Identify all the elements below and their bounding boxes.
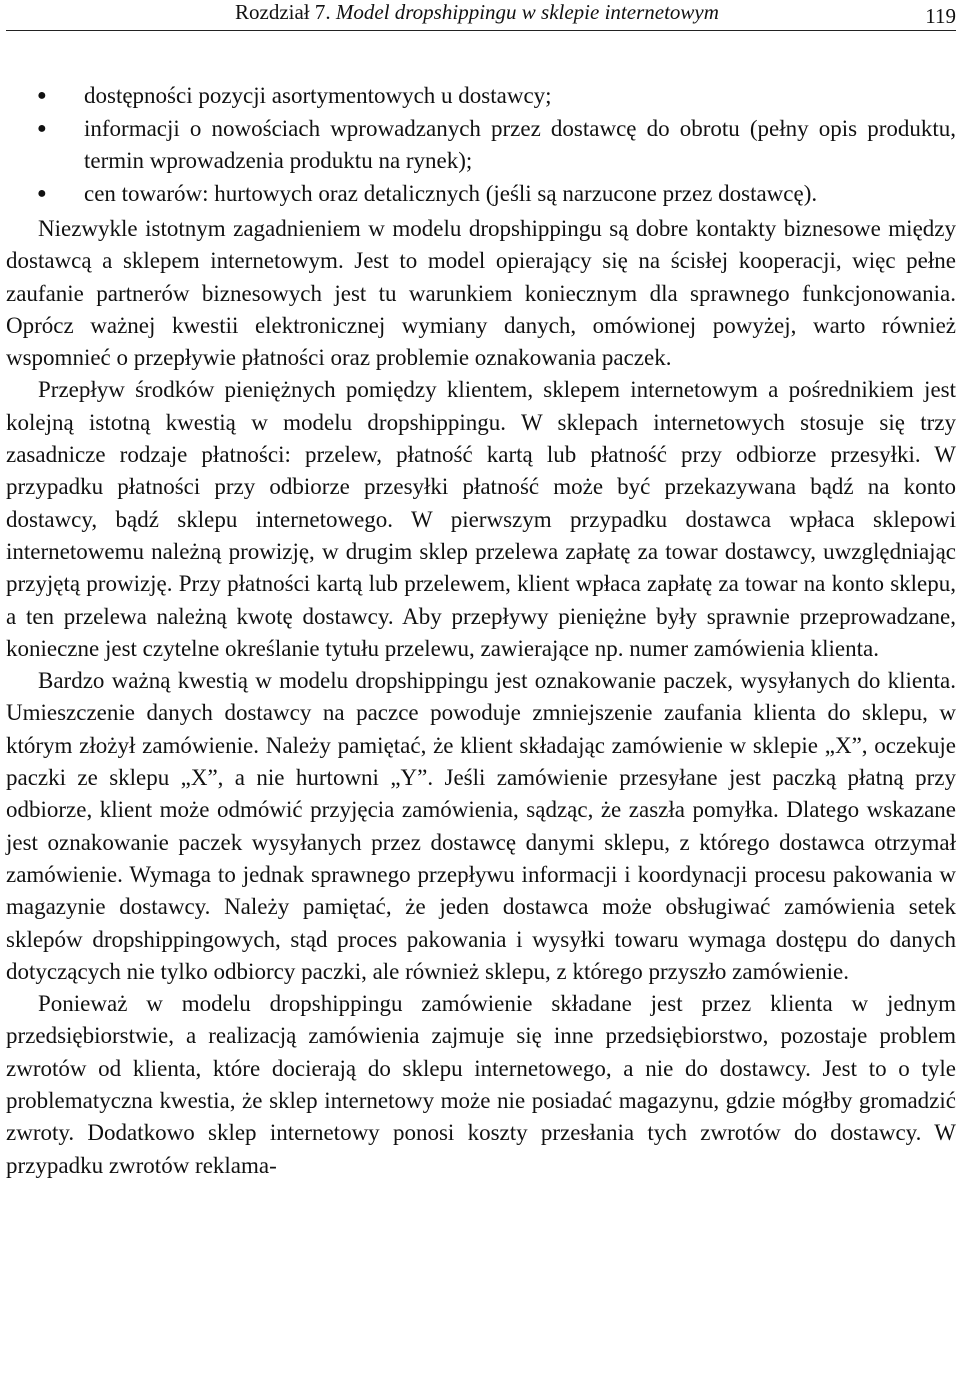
bullet-text: informacji o nowościach wprowadzanych przez dostawcę do obrotu (pełny opis produktu, termin wprowadzenia produktu na rynek); [84, 115, 956, 173]
paragraph: Przepływ środków pieniężnych pomiędzy klientem, sklepem internetowym a pośrednikiem jest kolejną istotną kwestią w modelu dropshippingu. W sklepach internetowych stosuje się trzy zasadnicze rodzaje płatności: przelew, płatność kartą lub płatność przy odbiorze przesyłki. W przypadku płatności przy odbiorze przesyłki płatność może być przekazywana bądź na konto dostawcy, bądź sklepu internetowego. W pierwszym przypadku dostawca wpłaca sklepowi internetowemu należną prowizję, w drugim sklep przelewa zapłatę za towar dostawcy, uwzględniając przyjętą prowizję. Przy płatności kartą lub przelewem, klient wpłaca zapłatę za towar na konto sklepu, a ten przelewa należną kwotę dostawcy. Aby przepływy pieniężne były sprawnie przeprowadzane, konieczne jest czytelne określanie tytułu przelewu, zawierające np. numer zamówienia klienta. [6, 377, 956, 661]
bullet-item [6, 178, 956, 211]
bullet-icon: ● [37, 184, 47, 202]
header-rule [6, 30, 956, 31]
bullet-text: cen towarów: hurtowych oraz detalicznych (jeśli są narzucone przez dostawcę). [84, 180, 818, 206]
bullet-item [6, 113, 956, 178]
bullet-icon: ● [37, 119, 47, 137]
bullet-item [6, 80, 956, 113]
body-text [6, 213, 956, 1182]
bullet-icon: ● [37, 87, 47, 104]
page-number: 119 [925, 4, 956, 28]
bullet-list [6, 80, 956, 210]
paragraph: Bardzo ważną kwestią w modelu dropshippingu jest oznakowanie paczek, wysyłanych do klienta. Umieszczenie danych dostawcy na paczce powoduje zmniejszenie zaufania klienta do sklepu, w którym złożył zamówienie. Należy pamiętać, że klient składając zamówienie w sklepie „X”, oczekuje paczki ze sklepu „X”, a nie hurtowni „Y”. Jeśli zamówienie przesyłane jest paczką płatną przy odbiorze, klient może odmówić przyjęcia zamówienia, sądząc, że zaszła pomyłka. Dlatego wskazane jest oznakowanie paczek wysyłanych przez dostawcę danymi sklepu, z którego dostawca otrzymał zamówienie. Wymaga to jednak sprawnego przepływu informacji i koordynacji procesu pakowania w magazynie dostawcy. Należy pamiętać, że jeden dostawca może obsługiwać zamówienia setek sklepów dropshippingowych, stąd proces pakowania i wysyłki towaru wymaga dostępu do danych dotyczących nie tylko odbiorcy paczki, ale również sklepu, z którego przyszło zamówienie. [6, 668, 956, 984]
document-page [6, 0, 956, 1182]
bullet-text: dostępności pozycji asortymentowych u dostawcy; [84, 83, 552, 108]
chapter-heading [235, 0, 719, 25]
chapter-prefix: Rozdział 7. [235, 0, 331, 24]
paragraph: Niezwykle istotnym zagadnieniem w modelu dropshippingu są dobre kontakty biznesowe między dostawcą a sklepem internetowym. Jest to model opierający się na ścisłej kooperacji, więc pełne zaufanie partnerów biznesowych jest tu warunkiem koniecznym dla sprawnego funkcjonowania. Oprócz ważnej kwestii elektronicznej wymiany danych, omówionej powyżej, warto również wspomnieć o przepływie płatności oraz problemie oznakowania paczek. [6, 216, 956, 371]
paragraph: Ponieważ w modelu dropshippingu zamówienie składane jest przez klienta w jednym przedsiębiorstwie, a realizacją zamówienia zajmuje się inne przedsiębiorstwo, pozostaje problem zwrotów od klienta, które docierają do sklepu internetowego, a nie do dostawcy. Jest to o tyle problematyczna kwestia, że sklep internetowy może nie posiadać magazynu, gdzie mógłby gromadzić zwroty. Dodatkowo sklep internetowy ponosi koszty przesłania tych zwrotów do dostawcy. W przypadku zwrotów reklama- [6, 991, 956, 1178]
chapter-title: Model dropshippingu w sklepie internetowym [335, 0, 719, 24]
running-header [6, 0, 956, 36]
